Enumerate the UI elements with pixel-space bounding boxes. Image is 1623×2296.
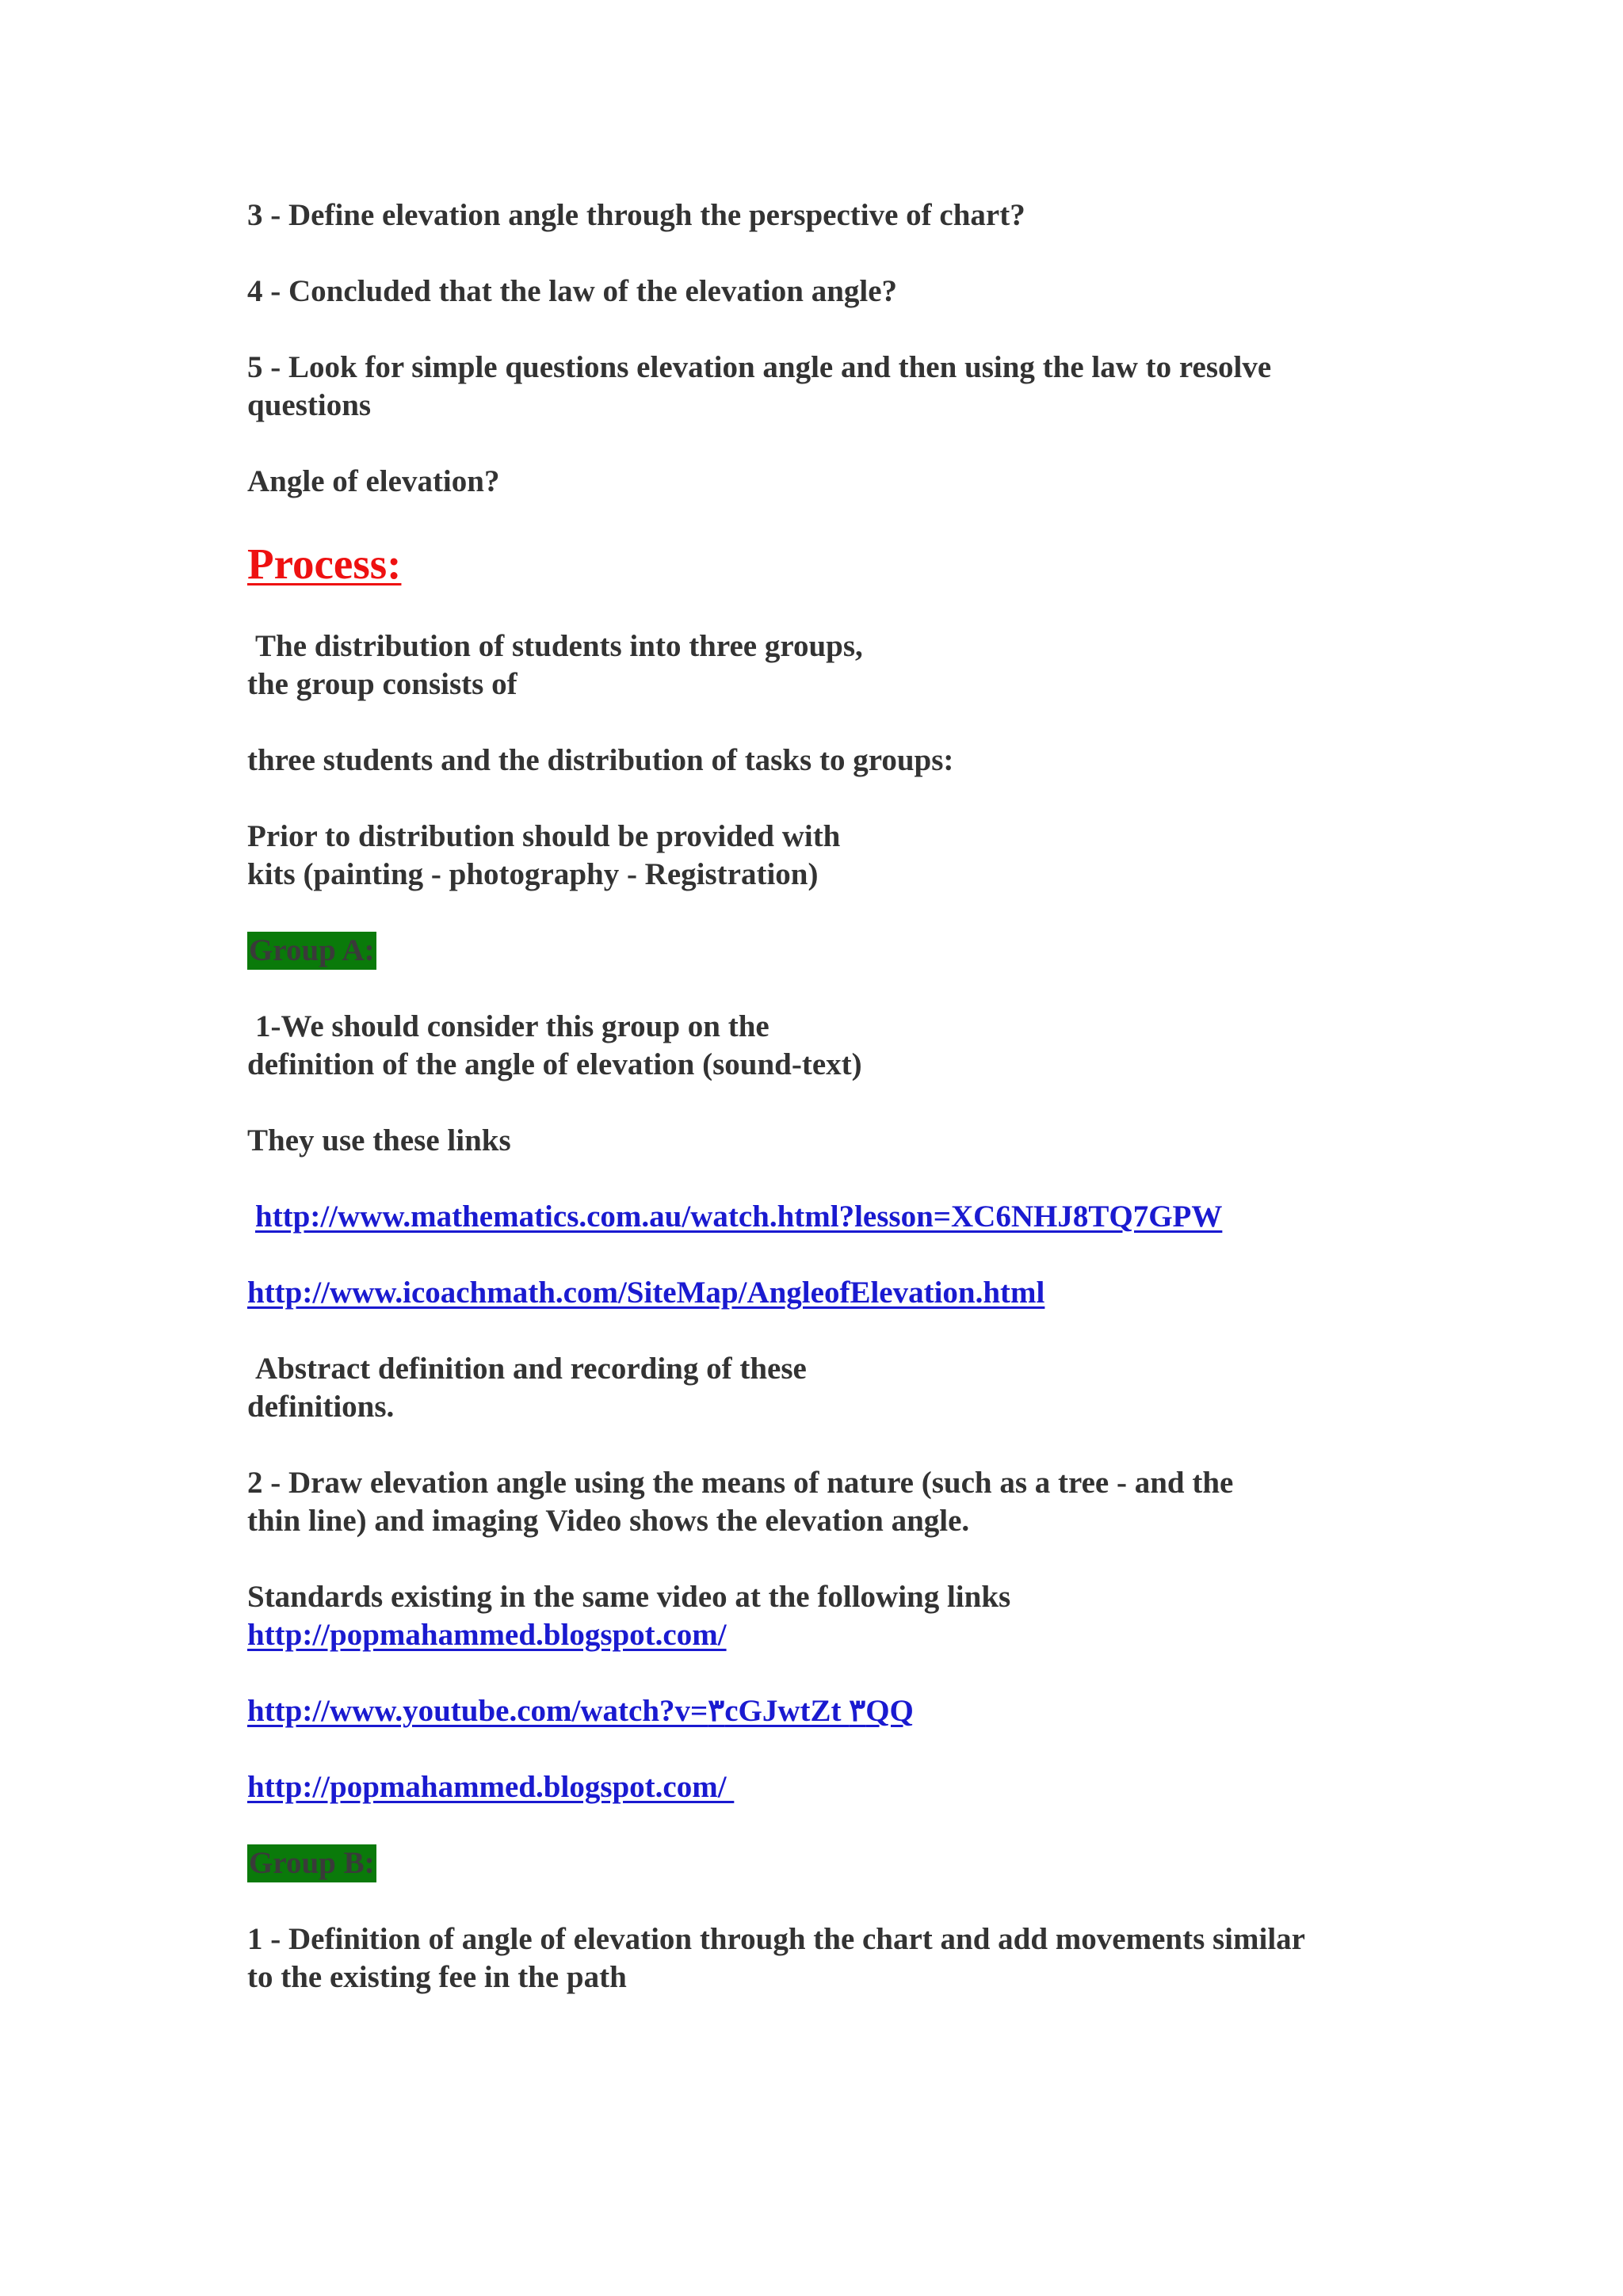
process-prior-line-2: kits (painting - photography - Registration) [247,857,819,891]
group-a-links-intro: They use these links [247,1123,511,1158]
group-a-link-1-row [247,1198,1484,1236]
group-a-task-1 [247,1008,1484,1084]
popmahammed-blog-link[interactable]: http://popmahammed.blogspot.com/ [247,1618,727,1652]
group-b-task-1 [247,1920,1484,1997]
group-a-task-1-line-2: definition of the angle of elevation (sound-text) [247,1047,862,1081]
group-a-link-5-row [247,1768,1484,1806]
objective-item-5-text: 5 - Look for simple questions elevation angle and then using the law to resolve questions [247,350,1272,422]
group-b-label: Group B: [247,1844,376,1882]
angle-of-elevation-question: Angle of elevation? [247,464,500,498]
popmahammed-blog-link-2[interactable]: http://popmahammed.blogspot.com/ [247,1770,735,1804]
mathematics-lesson-link[interactable]: http://www.mathematics.com.au/watch.html?lesson=XC6NHJ8TQ7GPW [255,1199,1223,1234]
group-a-standards [247,1578,1484,1654]
process-intro-continued: three students and the distribution of tasks to groups: [247,743,954,777]
group-a-label: Group A: [247,932,376,970]
process-heading: Process: [247,540,402,588]
process-intro-line-1: The distribution of students into three groups, [255,629,863,663]
group-a-abstract-line-1: Abstract definition and recording of these [255,1352,807,1386]
group-b-heading [247,1844,1484,1882]
group-a-abstract [247,1350,1484,1426]
objective-item-5 [247,349,1484,425]
group-a-heading [247,932,1484,970]
process-prior-line-1: Prior to distribution should be provided with [247,819,841,853]
group-a-task-1-line-1: 1-We should consider this group on the [255,1009,769,1043]
youtube-video-link[interactable]: http://www.youtube.com/watch?v=٣cGJwtZt ٣QQ [247,1694,914,1728]
group-b-task-1-line-2: to the existing fee in the path [247,1960,627,1994]
objective-item-3: 3 - Define elevation angle through the perspective of chart? [247,198,1025,232]
group-a-task-2-line-2: thin line) and imaging Video shows the elevation angle. [247,1504,970,1538]
group-a-link-4-row [247,1692,1484,1730]
group-a-standards-text: Standards existing in the same video at the following links [247,1580,1011,1614]
process-prior-distribution [247,818,1484,894]
objective-item-4: 4 - Concluded that the law of the elevation angle? [247,274,898,308]
group-a-link-2-row [247,1274,1484,1312]
group-a-task-2-line-1: 2 - Draw elevation angle using the means of nature (such as a tree - and the [247,1466,1234,1500]
icoachmath-angle-link[interactable]: http://www.icoachmath.com/SiteMap/AngleofElevation.html [247,1276,1045,1310]
process-intro-line-2: the group consists of [247,667,517,701]
group-a-abstract-line-2: definitions. [247,1390,395,1424]
group-a-task-2 [247,1464,1484,1540]
group-b-task-1-line-1: 1 - Definition of angle of elevation through the chart and add movements similar [247,1922,1305,1956]
document-body [247,196,1484,2035]
process-intro [247,627,1484,704]
